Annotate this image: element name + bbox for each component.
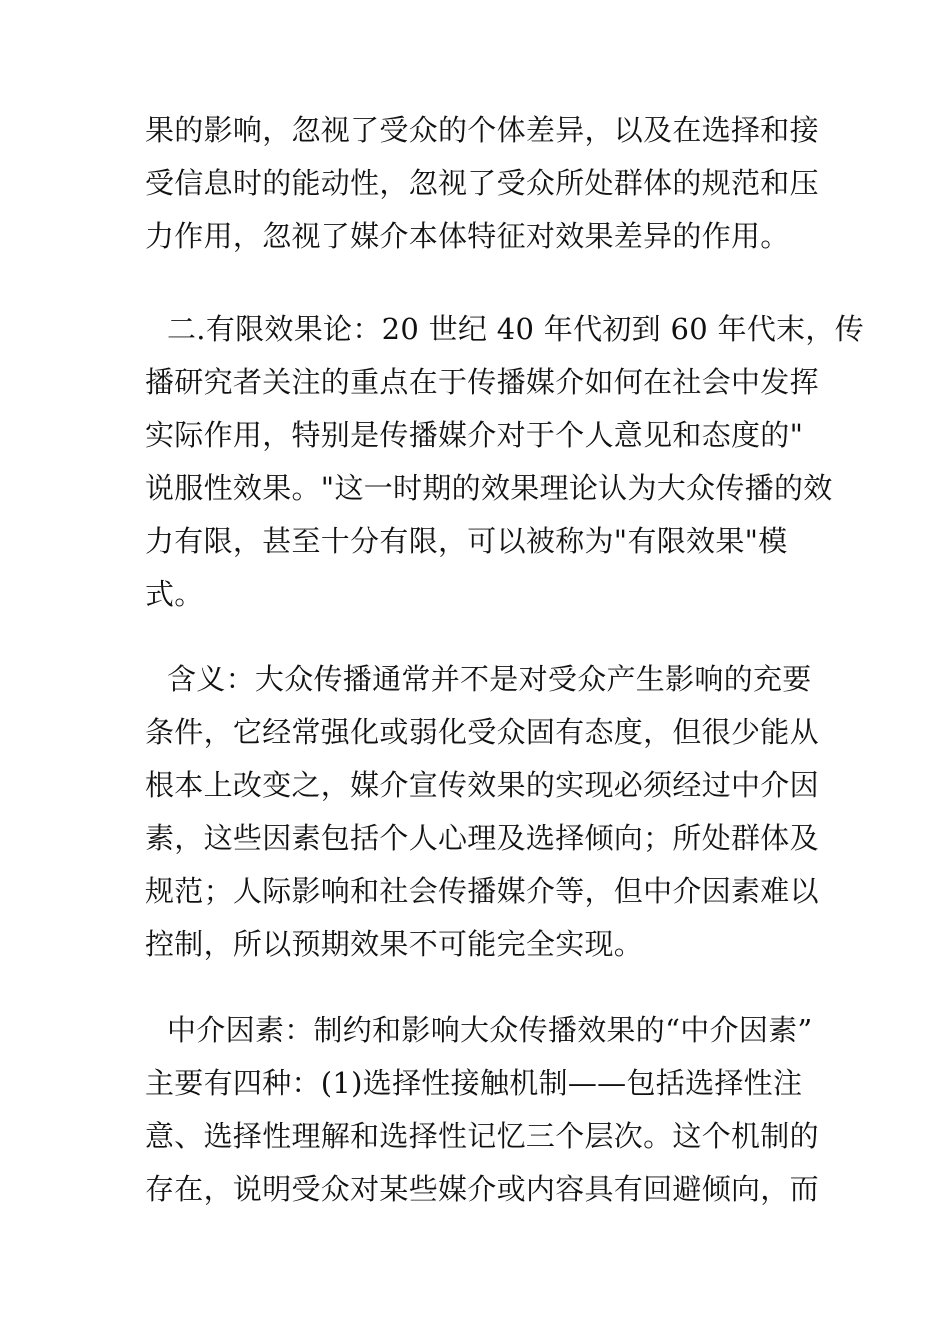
paragraph-limited-effects-theory [145,303,865,621]
text-line: 二.有限效果论：20 世纪 40 年代初到 60 年代末，传 [167,312,865,346]
text-line: 中介因素：制约和影响大众传播效果的“中介因素” [167,1013,813,1047]
text-line: 受信息时的能动性，忽视了受众所处群体的规范和压 [145,166,819,200]
paragraph-intermediary-factors [145,1004,819,1216]
text-line: 主要有四种：(1)选择性接触机制——包括选择性注 [145,1066,803,1100]
text-line: 播研究者关注的重点在于传播媒介如何在社会中发挥 [145,365,819,399]
text-line: 力有限，甚至十分有限，可以被称为"有限效果"模 [145,524,788,558]
text-line: 力作用，忽视了媒介本体特征对效果差异的作用。 [145,219,790,253]
text-line: 根本上改变之，媒介宣传效果的实现必须经过中介因 [145,768,819,802]
paragraph-media-effects-critique [145,104,819,263]
text-line: 含义：大众传播通常并不是对受众产生影响的充要 [167,662,812,696]
text-line: 规范；人际影响和社会传播媒介等，但中介因素难以 [145,874,819,908]
text-line: 意、选择性理解和选择性记忆三个层次。这个机制的 [145,1119,819,1153]
text-line: 果的影响，忽视了受众的个体差异，以及在选择和接 [145,113,819,147]
text-line: 说服性效果。"这一时期的效果理论认为大众传播的效 [145,471,833,505]
text-line: 存在，说明受众对某些媒介或内容具有回避倾向，而 [145,1172,819,1206]
text-line: 素，这些因素包括个人心理及选择倾向；所处群体及 [145,821,819,855]
text-line: 实际作用，特别是传播媒介对于个人意见和态度的" [145,418,804,452]
text-line: 式。 [145,577,204,611]
text-line: 控制，所以预期效果不可能完全实现。 [145,927,644,961]
text-line: 条件，它经常强化或弱化受众固有态度，但很少能从 [145,715,819,749]
paragraph-meaning [145,653,819,971]
